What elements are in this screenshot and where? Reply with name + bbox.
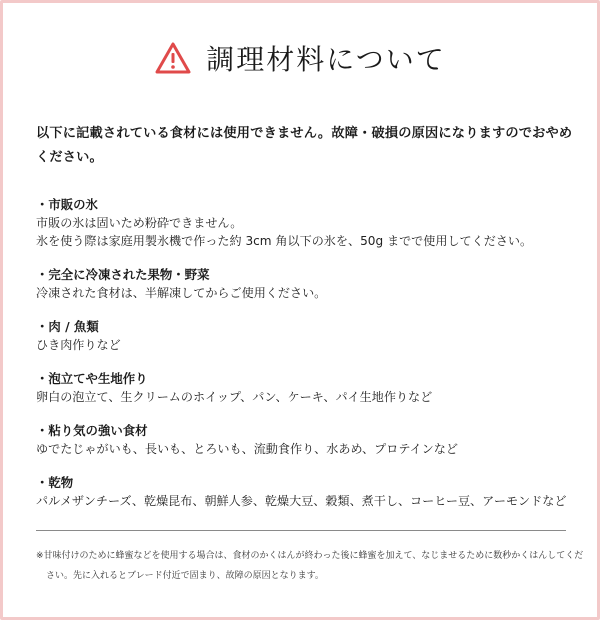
divider — [36, 530, 566, 531]
item-heading: ・泡立てや生地作り — [36, 371, 148, 386]
item-heading: ・粘り気の強い食材 — [36, 423, 148, 438]
footnote: ※甘味付けのために蜂蜜などを使用する場合は、食材のかくはんが終わった後に蜂蜜を加えて、なじませるために数秒かくはんしてください。先に入れるとブレード付近で固まり、故障の原因となります。 — [36, 551, 584, 581]
item-heading: ・肉 / 魚類 — [36, 319, 99, 334]
item-description: 氷を使う際は家庭用製氷機で作った約 3cm 角以下の氷を、50g までで使用してください。 — [36, 234, 533, 248]
list-item — [36, 266, 581, 302]
item-description: 市販の氷は固いため粉砕できません。 — [36, 216, 243, 230]
item-description: 冷凍された食材は、半解凍してからご使用ください。 — [36, 286, 327, 300]
item-description: 卵白の泡立て、生クリームのホイップ、パン、ケーキ、パイ生地作りなど — [36, 390, 433, 404]
header — [0, 38, 600, 78]
page-title: 調理材料について — [206, 43, 446, 76]
item-description: ゆでたじゃがいも、長いも、とろいも、流動食作り、水あめ、プロテインなど — [36, 442, 458, 456]
list-item — [36, 318, 581, 354]
item-heading: ・乾物 — [36, 475, 74, 490]
list-item — [36, 422, 581, 458]
item-heading: ・完全に冷凍された果物・野菜 — [36, 267, 210, 282]
warning-triangle-icon — [154, 41, 192, 75]
item-description: ひき肉作りなど — [36, 338, 121, 352]
list-item — [36, 474, 581, 510]
list-item — [36, 196, 581, 250]
list-item — [36, 370, 581, 406]
intro-text: 以下に記載されている食材には使用できません。故障・破損の原因になりますのでおやめください。 — [36, 126, 573, 165]
item-description: パルメザンチーズ、乾燥昆布、朝鮮人参、乾燥大豆、穀類、煮干し、コーヒー豆、アーモンドなど — [36, 494, 567, 508]
ingredient-list — [36, 196, 581, 526]
item-heading: ・市販の氷 — [36, 197, 98, 212]
